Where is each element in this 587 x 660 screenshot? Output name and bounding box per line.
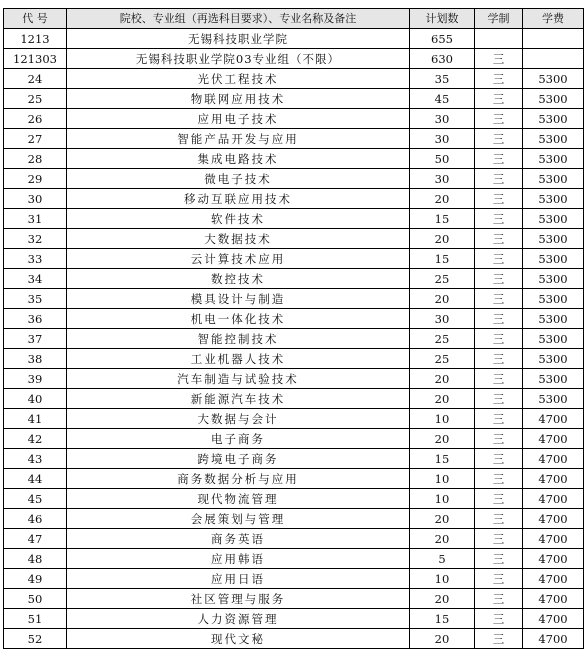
table-row (4, 609, 584, 629)
cell-code: 45 (4, 489, 67, 509)
cell-count: 20 (410, 189, 475, 209)
cell-code: 29 (4, 169, 67, 189)
cell-code: 41 (4, 409, 67, 429)
cell-fee: 5300 (523, 389, 584, 409)
header-name: 院校、专业组（再选科目要求）、专业名称及备注 (67, 9, 410, 29)
cell-name: 应用韩语 (67, 549, 410, 569)
cell-name: 会展策划与管理 (67, 509, 410, 529)
cell-fee: 5300 (523, 249, 584, 269)
table-header-row (4, 9, 584, 29)
cell-years: 三 (475, 549, 523, 569)
cell-code: 35 (4, 289, 67, 309)
cell-count: 15 (410, 449, 475, 469)
cell-years: 三 (475, 129, 523, 149)
cell-count: 5 (410, 549, 475, 569)
table-row (4, 429, 584, 449)
cell-count: 25 (410, 269, 475, 289)
cell-fee: 5300 (523, 369, 584, 389)
cell-count: 30 (410, 109, 475, 129)
cell-code: 47 (4, 529, 67, 549)
cell-fee: 5300 (523, 329, 584, 349)
cell-fee: 4700 (523, 609, 584, 629)
cell-count: 655 (410, 29, 475, 49)
cell-code: 30 (4, 189, 67, 209)
table-row (4, 209, 584, 229)
cell-count: 15 (410, 609, 475, 629)
table-row (4, 549, 584, 569)
cell-code: 44 (4, 469, 67, 489)
cell-years: 三 (475, 89, 523, 109)
cell-fee: 5300 (523, 89, 584, 109)
cell-years: 三 (475, 589, 523, 609)
cell-count: 10 (410, 409, 475, 429)
table-row (4, 269, 584, 289)
cell-code: 43 (4, 449, 67, 469)
table-body (4, 29, 584, 649)
cell-fee: 5300 (523, 349, 584, 369)
table-row (4, 589, 584, 609)
cell-years: 三 (475, 629, 523, 649)
cell-name: 物联网应用技术 (67, 89, 410, 109)
cell-years: 三 (475, 449, 523, 469)
cell-code: 52 (4, 629, 67, 649)
cell-name: 光伏工程技术 (67, 69, 410, 89)
cell-count: 20 (410, 369, 475, 389)
header-count: 计划数 (410, 9, 475, 29)
cell-name: 汽车制造与试验技术 (67, 369, 410, 389)
cell-code: 38 (4, 349, 67, 369)
cell-name: 电子商务 (67, 429, 410, 449)
cell-code: 25 (4, 89, 67, 109)
cell-name: 软件技术 (67, 209, 410, 229)
cell-fee: 4700 (523, 409, 584, 429)
cell-fee: 4700 (523, 569, 584, 589)
cell-years: 三 (475, 149, 523, 169)
table-row (4, 329, 584, 349)
table-row (4, 449, 584, 469)
cell-years: 三 (475, 49, 523, 69)
cell-years (475, 29, 523, 49)
cell-count: 25 (410, 349, 475, 369)
table-row (4, 409, 584, 429)
table-row (4, 89, 584, 109)
cell-years: 三 (475, 389, 523, 409)
cell-fee: 5300 (523, 109, 584, 129)
cell-count: 15 (410, 209, 475, 229)
table-row (4, 229, 584, 249)
group-row (4, 29, 584, 49)
cell-years: 三 (475, 229, 523, 249)
cell-count: 15 (410, 249, 475, 269)
cell-code: 36 (4, 309, 67, 329)
cell-name: 微电子技术 (67, 169, 410, 189)
table-row (4, 569, 584, 589)
table-row (4, 289, 584, 309)
cell-years: 三 (475, 209, 523, 229)
cell-name: 无锡科技职业学院 (67, 29, 410, 49)
cell-years: 三 (475, 189, 523, 209)
cell-name: 人力资源管理 (67, 609, 410, 629)
cell-count: 30 (410, 129, 475, 149)
cell-code: 26 (4, 109, 67, 129)
cell-name: 应用电子技术 (67, 109, 410, 129)
table-row (4, 169, 584, 189)
cell-code: 27 (4, 129, 67, 149)
cell-code: 46 (4, 509, 67, 529)
cell-years: 三 (475, 409, 523, 429)
cell-code: 49 (4, 569, 67, 589)
cell-fee: 4700 (523, 429, 584, 449)
cell-name: 社区管理与服务 (67, 589, 410, 609)
cell-years: 三 (475, 369, 523, 389)
cell-code: 32 (4, 229, 67, 249)
table-row (4, 389, 584, 409)
cell-fee: 5300 (523, 229, 584, 249)
cell-count: 20 (410, 629, 475, 649)
table-row (4, 349, 584, 369)
cell-count: 20 (410, 589, 475, 609)
table-row (4, 189, 584, 209)
cell-fee: 4700 (523, 549, 584, 569)
cell-code: 28 (4, 149, 67, 169)
cell-fee: 5300 (523, 129, 584, 149)
cell-fee: 4700 (523, 449, 584, 469)
cell-code: 42 (4, 429, 67, 449)
cell-fee: 5300 (523, 69, 584, 89)
cell-fee: 5300 (523, 309, 584, 329)
table-row (4, 489, 584, 509)
cell-code: 48 (4, 549, 67, 569)
header-years: 学制 (475, 9, 523, 29)
cell-name: 现代物流管理 (67, 489, 410, 509)
cell-count: 10 (410, 469, 475, 489)
cell-name: 应用日语 (67, 569, 410, 589)
header-fee: 学费 (523, 9, 584, 29)
cell-fee (523, 29, 584, 49)
cell-code: 1213 (4, 29, 67, 49)
cell-name: 云计算技术应用 (67, 249, 410, 269)
group-row (4, 49, 584, 69)
cell-code: 39 (4, 369, 67, 389)
cell-fee: 5300 (523, 209, 584, 229)
cell-name: 智能产品开发与应用 (67, 129, 410, 149)
cell-count: 30 (410, 309, 475, 329)
cell-years: 三 (475, 69, 523, 89)
cell-name: 模具设计与制造 (67, 289, 410, 309)
cell-years: 三 (475, 289, 523, 309)
cell-years: 三 (475, 469, 523, 489)
cell-fee: 4700 (523, 529, 584, 549)
cell-name: 移动互联应用技术 (67, 189, 410, 209)
cell-years: 三 (475, 569, 523, 589)
cell-name: 数控技术 (67, 269, 410, 289)
cell-count: 20 (410, 289, 475, 309)
cell-years: 三 (475, 429, 523, 449)
cell-code: 33 (4, 249, 67, 269)
cell-count: 20 (410, 509, 475, 529)
cell-years: 三 (475, 329, 523, 349)
cell-count: 35 (410, 69, 475, 89)
cell-fee: 5300 (523, 169, 584, 189)
cell-fee: 5300 (523, 269, 584, 289)
cell-count: 10 (410, 569, 475, 589)
cell-years: 三 (475, 269, 523, 289)
cell-name: 跨境电子商务 (67, 449, 410, 469)
cell-count: 20 (410, 429, 475, 449)
cell-count: 20 (410, 389, 475, 409)
cell-count: 20 (410, 229, 475, 249)
cell-count: 30 (410, 169, 475, 189)
cell-count: 630 (410, 49, 475, 69)
header-code: 代 号 (4, 9, 67, 29)
table-row (4, 249, 584, 269)
table-row (4, 109, 584, 129)
cell-code: 121303 (4, 49, 67, 69)
cell-fee (523, 49, 584, 69)
table-row (4, 129, 584, 149)
cell-fee: 5300 (523, 189, 584, 209)
table-row (4, 629, 584, 649)
cell-count: 20 (410, 529, 475, 549)
cell-count: 50 (410, 149, 475, 169)
table-row (4, 469, 584, 489)
cell-name: 无锡科技职业学院03专业组（不限） (67, 49, 410, 69)
cell-fee: 5300 (523, 289, 584, 309)
table-row (4, 149, 584, 169)
cell-count: 10 (410, 489, 475, 509)
cell-name: 智能控制技术 (67, 329, 410, 349)
cell-name: 新能源汽车技术 (67, 389, 410, 409)
cell-code: 24 (4, 69, 67, 89)
cell-years: 三 (475, 249, 523, 269)
cell-name: 商务英语 (67, 529, 410, 549)
cell-count: 25 (410, 329, 475, 349)
cell-code: 34 (4, 269, 67, 289)
cell-name: 集成电路技术 (67, 149, 410, 169)
cell-years: 三 (475, 169, 523, 189)
cell-code: 37 (4, 329, 67, 349)
cell-name: 商务数据分析与应用 (67, 469, 410, 489)
cell-fee: 4700 (523, 469, 584, 489)
cell-fee: 4700 (523, 489, 584, 509)
cell-years: 三 (475, 489, 523, 509)
cell-fee: 4700 (523, 589, 584, 609)
table-row (4, 529, 584, 549)
cell-years: 三 (475, 529, 523, 549)
cell-count: 45 (410, 89, 475, 109)
cell-years: 三 (475, 309, 523, 329)
cell-name: 机电一体化技术 (67, 309, 410, 329)
cell-years: 三 (475, 349, 523, 369)
cell-code: 51 (4, 609, 67, 629)
table-row (4, 69, 584, 89)
cell-code: 31 (4, 209, 67, 229)
cell-years: 三 (475, 509, 523, 529)
cell-years: 三 (475, 109, 523, 129)
cell-code: 40 (4, 389, 67, 409)
cell-fee: 4700 (523, 629, 584, 649)
table-row (4, 309, 584, 329)
cell-fee: 5300 (523, 149, 584, 169)
cell-name: 工业机器人技术 (67, 349, 410, 369)
cell-name: 现代文秘 (67, 629, 410, 649)
cell-years: 三 (475, 609, 523, 629)
cell-fee: 4700 (523, 509, 584, 529)
table-row (4, 509, 584, 529)
cell-name: 大数据与会计 (67, 409, 410, 429)
cell-name: 大数据技术 (67, 229, 410, 249)
table-row (4, 369, 584, 389)
enrollment-plan-table (3, 8, 584, 649)
cell-code: 50 (4, 589, 67, 609)
